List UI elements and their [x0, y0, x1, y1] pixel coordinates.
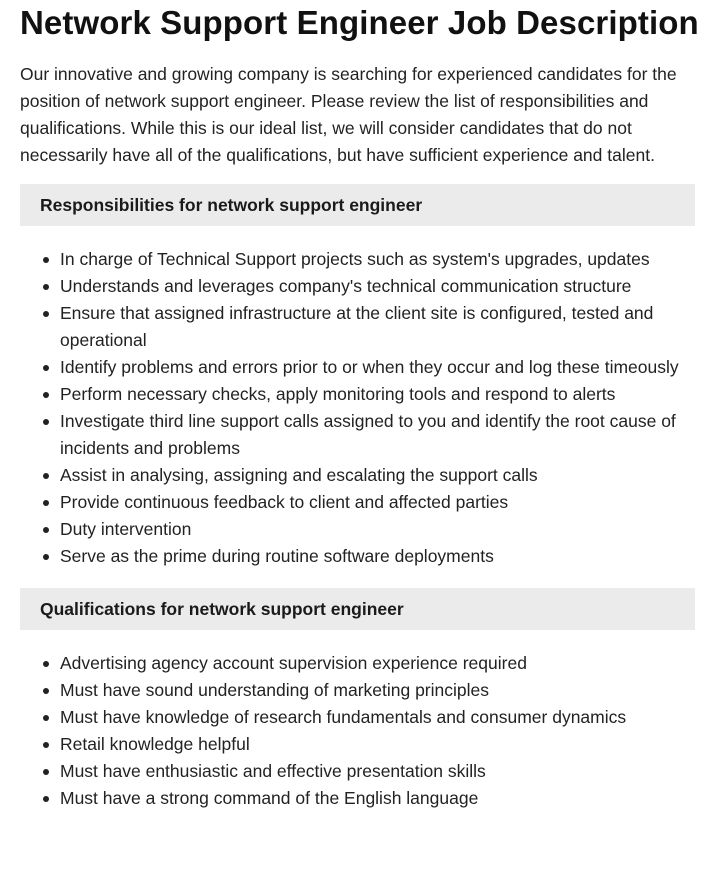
list-item: Must have sound understanding of marketing principles — [60, 677, 695, 704]
page-title: Network Support Engineer Job Description — [20, 4, 699, 41]
list-item: In charge of Technical Support projects such as system's upgrades, updates — [60, 246, 695, 273]
list-item: Identify problems and errors prior to or when they occur and log these timeously — [60, 354, 695, 381]
list-item: Serve as the prime during routine software deployments — [60, 543, 695, 570]
list-item: Provide continuous feedback to client and affected parties — [60, 489, 695, 516]
list-item: Duty intervention — [60, 516, 695, 543]
qualifications-heading: Qualifications for network support engineer — [20, 588, 695, 630]
qualifications-list — [20, 650, 695, 812]
list-item: Advertising agency account supervision experience required — [60, 650, 695, 677]
list-item: Investigate third line support calls assigned to you and identify the root cause of incidents and problems — [60, 408, 695, 462]
responsibilities-list — [20, 246, 695, 570]
list-item: Must have knowledge of research fundamentals and consumer dynamics — [60, 704, 695, 731]
list-item: Understands and leverages company's technical communication structure — [60, 273, 695, 300]
list-item: Ensure that assigned infrastructure at the client site is configured, tested and operational — [60, 300, 695, 354]
list-item: Perform necessary checks, apply monitoring tools and respond to alerts — [60, 381, 695, 408]
responsibilities-heading: Responsibilities for network support engineer — [20, 184, 695, 226]
list-item: Must have a strong command of the English language — [60, 785, 695, 812]
list-item: Retail knowledge helpful — [60, 731, 695, 758]
intro-paragraph: Our innovative and growing company is searching for experienced candidates for the position of network support engineer. Please review the list of responsibilities and qualifications. While this is our ideal list, we will consider candidates that do not necessarily have all of the qualifications, but have sufficient experience and talent. — [20, 64, 677, 165]
list-item: Must have enthusiastic and effective presentation skills — [60, 758, 695, 785]
list-item: Assist in analysing, assigning and escalating the support calls — [60, 462, 695, 489]
